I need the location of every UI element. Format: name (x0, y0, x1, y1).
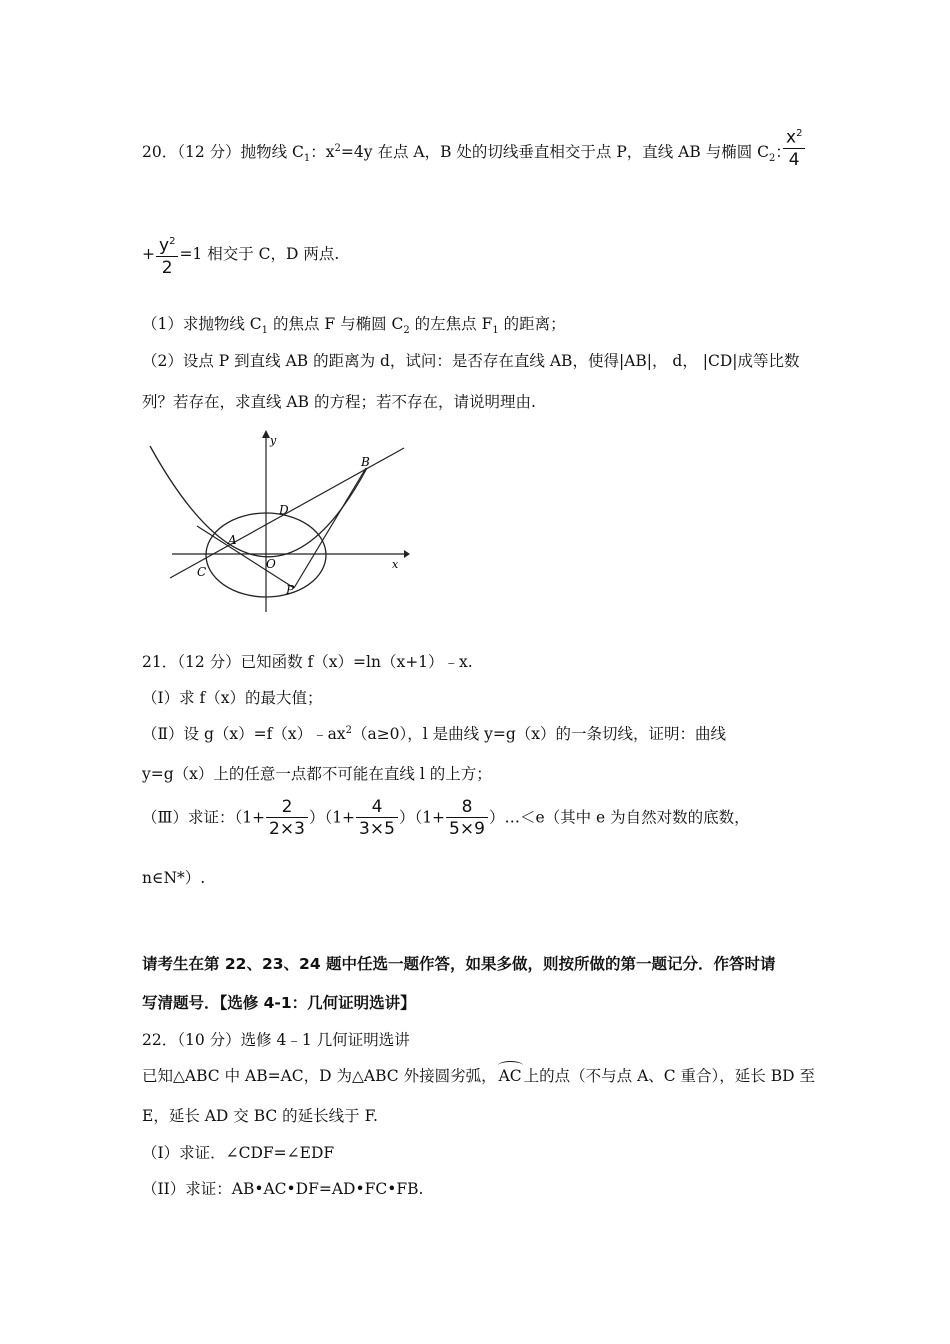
text: 已知△ABC 中 AB=AC，D 为△ABC 外接圆劣弧， (142, 1067, 497, 1085)
text: ）…＜e（其中 e 为自然对数的底数， (488, 808, 750, 827)
denominator: 4 (783, 148, 805, 170)
denominator: 3×5 (356, 817, 398, 839)
text: ）（1+ (398, 808, 446, 827)
numerator: 8 (461, 797, 473, 817)
text: 的左焦点 F (409, 315, 493, 333)
fraction-1 (266, 798, 308, 839)
fraction-3 (446, 798, 488, 839)
subscript: 1 (303, 153, 311, 165)
denominator: 2 (156, 256, 178, 278)
text: y (159, 235, 170, 256)
text: （Ⅱ）设 g（x）=f（x）﹣ax (142, 725, 346, 743)
parabola-c1 (150, 446, 367, 557)
superscript: 2 (796, 128, 803, 139)
instruction-line1: 请考生在第 22、23、24 题中任选一题作答，如果多做，则按所做的第一题记分．作答时请 (142, 955, 776, 973)
fraction (783, 124, 805, 170)
superscript: 2 (345, 724, 352, 736)
denominator: 5×9 (446, 817, 488, 839)
tangent-at-a (197, 526, 294, 588)
label-c: C (197, 565, 207, 579)
text: + (142, 244, 155, 263)
subscript: 1 (492, 325, 499, 337)
denominator: 2×3 (266, 817, 308, 839)
q22-line3: E，延长 AD 交 BC 的延长线于 F. (142, 1107, 378, 1125)
text: =1 相交于 C，D 两点. (179, 244, 340, 263)
label-o: O (266, 557, 276, 571)
text: （1）求抛物线 C (142, 315, 262, 333)
q22-line1: 22．（10 分）选修 4﹣1 几何证明选讲 (142, 1031, 410, 1049)
q20-line1 (142, 140, 791, 164)
text: 上的点（不与点 A、C 重合），延长 BD 至 (523, 1067, 815, 1085)
arc-ac: AC (498, 1067, 522, 1085)
q20-part1 (142, 312, 566, 336)
superscript: 2 (169, 236, 176, 247)
parabola-ellipse-figure (142, 428, 412, 613)
q22-part1: （I）求证．∠CDF=∠EDF (142, 1144, 335, 1162)
text: 的焦点 F 与椭圆 C (268, 315, 404, 333)
text: ： (775, 143, 791, 161)
q21-part3-line1 (142, 798, 750, 839)
subscript: 2 (403, 325, 410, 337)
q20-part2-line2: 列？若存在，求直线 AB 的方程；若不存在，请说明理由. (142, 393, 536, 411)
text: ：x (310, 143, 335, 161)
numerator: 2 (281, 797, 293, 817)
label-d: D (279, 503, 289, 517)
x-axis-arrow (404, 550, 410, 558)
q21-line1: 21．（12 分）已知函数 f（x）=ln（x+1）﹣x. (142, 653, 473, 671)
q21-part2-line1 (142, 722, 726, 744)
text: 的距离； (498, 315, 566, 333)
fraction-x2-over-4 (782, 124, 806, 170)
label-y: y (270, 434, 277, 447)
numerator: 4 (371, 797, 383, 817)
numerator (783, 124, 805, 148)
label-p: P (286, 583, 295, 597)
text: =4y 在点 A，B 处的切线垂直相交于点 P，直线 AB 与椭圆 C (340, 143, 769, 161)
q20-part2-line1: （2）设点 P 到直线 AB 的距离为 d，试问：是否存在直线 AB，使得|AB|， d， |CD|成等比数 (142, 352, 800, 370)
text: （a≥0），l 是曲线 y=g（x）的一条切线，证明：曲线 (351, 725, 727, 743)
subscript: 1 (261, 325, 269, 337)
q22-part2: （II）求证：AB•AC•DF=AD•FC•FB. (142, 1180, 424, 1198)
q22-line2 (142, 1064, 815, 1086)
fraction-y2-over-2 (156, 232, 178, 278)
text: ）（1+ (308, 808, 356, 827)
numerator (156, 232, 178, 256)
y-axis-arrow (262, 430, 270, 438)
q21-part2-line2: y=g（x）上的任意一点都不可能在直线 l 的上方； (142, 765, 492, 783)
text: 20．（12 分）抛物线 C (142, 143, 304, 161)
q21-part1: （Ⅰ）求 f（x）的最大值； (142, 689, 323, 707)
superscript: 2 (334, 142, 341, 154)
q20-line2 (142, 232, 339, 278)
label-a: A (228, 533, 237, 547)
text: （Ⅲ）求证：（1+ (142, 808, 266, 827)
instruction-line2: 写清题号．【选修 4-1：几何证明选讲】 (142, 994, 416, 1012)
fraction-2 (356, 798, 398, 839)
tangent-at-b (294, 468, 366, 588)
subscript: 2 (768, 153, 776, 165)
text: x (786, 127, 797, 148)
label-x: x (392, 558, 399, 571)
label-b: B (361, 455, 370, 469)
q21-part3-line2: n∈N*）. (142, 869, 206, 887)
